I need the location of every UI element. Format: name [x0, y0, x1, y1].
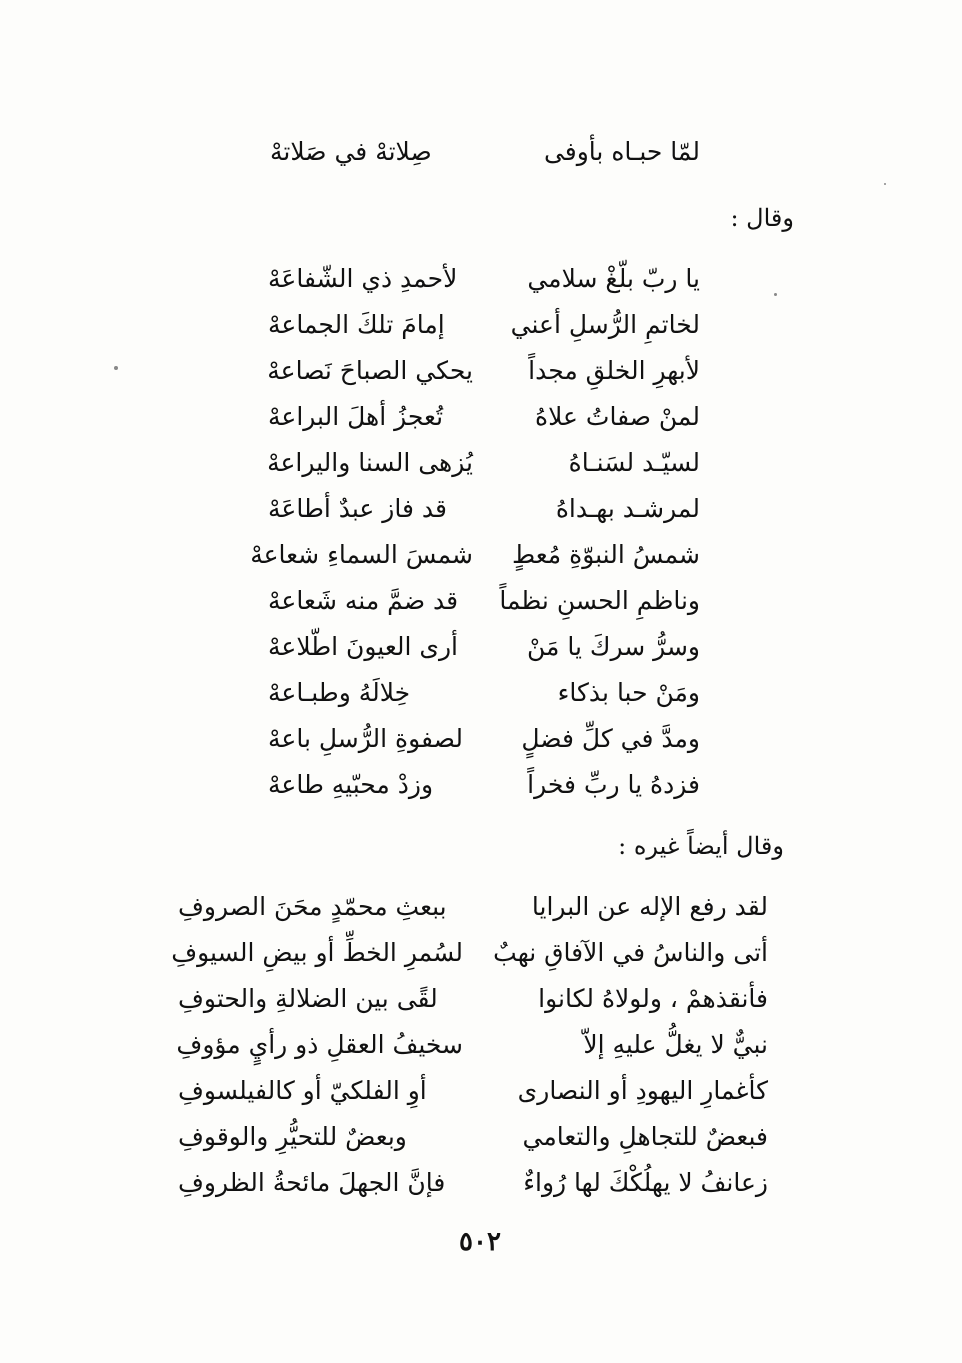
hemistich-right: يا ربّ بلّغْ سلامي — [527, 264, 700, 293]
hemistich-left: يحكي الصباحَ نَصاعهْ — [267, 356, 473, 385]
hemistich-left: صِلاتهْ في صَلاتهْ — [270, 137, 432, 166]
hemistich-left: أوِ الفلكيّ أو كالفيلسوفِ — [178, 1076, 427, 1105]
hemistich-right: لخاتمِ الرُّسلِ أعني — [510, 310, 700, 339]
hemistich-left: شمسَ السماءِ شعاعهْ — [250, 540, 473, 569]
section-heading-1: وقال : — [730, 204, 794, 232]
hemistich-right: فأنقذهمْ ، ولولاهُ لكانوا — [538, 984, 768, 1013]
hemistich-left: ببعثِ محمّدٍ محَنَ الصروفِ — [178, 892, 447, 921]
hemistich-left: قد فاز عبدٌ أطاعَهْ — [268, 494, 447, 523]
hemistich-left: خِلالَهُ وطبـاعهْ — [268, 678, 411, 707]
verse — [268, 256, 700, 302]
hemistich-left: فإنَّ الجهلَ مائحةُ الظروفِ — [178, 1168, 446, 1197]
verse — [178, 884, 768, 930]
hemistich-right: فبعضٌ للتجاهلِ والتعامي — [522, 1122, 768, 1151]
hemistich-left: إمامَ تلكَ الجماعهْ — [268, 310, 445, 339]
hemistich-right: لمنْ صفاتُ علاهُ — [535, 402, 700, 431]
scan-speck — [884, 183, 886, 185]
verse — [268, 716, 700, 762]
verse — [171, 930, 768, 976]
verse — [268, 486, 700, 532]
hemistich-right: ومَنْ حبا بذكاء — [557, 678, 700, 707]
verse — [178, 1114, 768, 1160]
hemistich-left: أرى العيونَ اطّلاعهْ — [268, 632, 459, 661]
verse — [268, 440, 700, 486]
hemistich-right: كأغمارِ اليهودِ أو النصارى — [517, 1076, 768, 1105]
hemistich-right: أتى والناسُ في الآفاقِ نهبٌ — [493, 938, 768, 967]
hemistich-right: لأبهرِ الخلقِ مجداً — [528, 356, 700, 385]
hemistich-right: لمرشـد بهـداهُ — [555, 494, 700, 523]
verse — [178, 1022, 768, 1068]
verse — [250, 532, 700, 578]
verse — [178, 1160, 768, 1206]
verse — [268, 394, 700, 440]
scan-speck — [774, 293, 777, 296]
hemistich-right: وناظمِ الحسنِ نظماً — [499, 586, 700, 615]
poem-1 — [250, 256, 700, 808]
hemistich-right: لمّا حبـاه بأوفى — [543, 137, 700, 166]
scan-speck — [114, 366, 118, 370]
hemistich-right: نبيٌّ لا يغلُّ عليهِ إلاّ — [583, 1030, 768, 1059]
hemistich-left: وبعضٌ للتحيُّرِ والوقوفِ — [178, 1122, 407, 1151]
verse — [268, 348, 700, 394]
hemistich-right: لسيّـد لسَنـاهُ — [568, 448, 700, 477]
verse — [268, 762, 700, 808]
poem-2 — [171, 884, 768, 1206]
verse — [178, 1068, 768, 1114]
hemistich-right: لقد رفع الإله عن البرايا — [531, 892, 768, 921]
hemistich-right: وسرُّ سركَ يا مَنْ — [527, 632, 700, 661]
verse — [178, 976, 768, 1022]
intro-verse — [270, 130, 700, 174]
hemistich-left: لسُمرِ الخطِّ أو بيضِ السيوفِ — [171, 938, 463, 967]
hemistich-left: وزدْ محبّيهِ طاعهْ — [268, 770, 434, 799]
hemistich-left: لقًى بين الضلالةِ والحتوفِ — [178, 984, 438, 1013]
hemistich-left: يُزهى السنا واليراعهْ — [267, 448, 473, 477]
verse — [268, 302, 700, 348]
verse — [268, 578, 700, 624]
hemistich-right: شمسُ النبوّةِ مُعطٍ — [511, 540, 700, 569]
hemistich-left: لصفوةِ الرُّسلِ باعهْ — [268, 724, 463, 753]
hemistich-right: ومدَّ في كلِّ فضلٍ — [521, 724, 700, 753]
verse — [268, 670, 700, 716]
verse — [268, 624, 700, 670]
hemistich-right: زعانفُ لا يهلُكْكَ لها رُواءٌ — [523, 1168, 768, 1197]
hemistich-left: لأحمدِ ذي الشّفاعَهْ — [268, 264, 458, 293]
section-heading-2: وقال أيضاً غيره : — [618, 832, 784, 860]
hemistich-left: تُعجزُ أهلَ البراعهْ — [268, 402, 444, 431]
hemistich-left: قد ضمَّ منه شَعاعهْ — [268, 586, 459, 615]
page-number: ٥٠٢ — [459, 1227, 501, 1257]
hemistich-right: فزدهُ يا ربِّ فخراً — [527, 770, 700, 799]
hemistich-left: سخيفُ العقلِ ذو رأيٍ مؤوفِ — [176, 1030, 463, 1059]
